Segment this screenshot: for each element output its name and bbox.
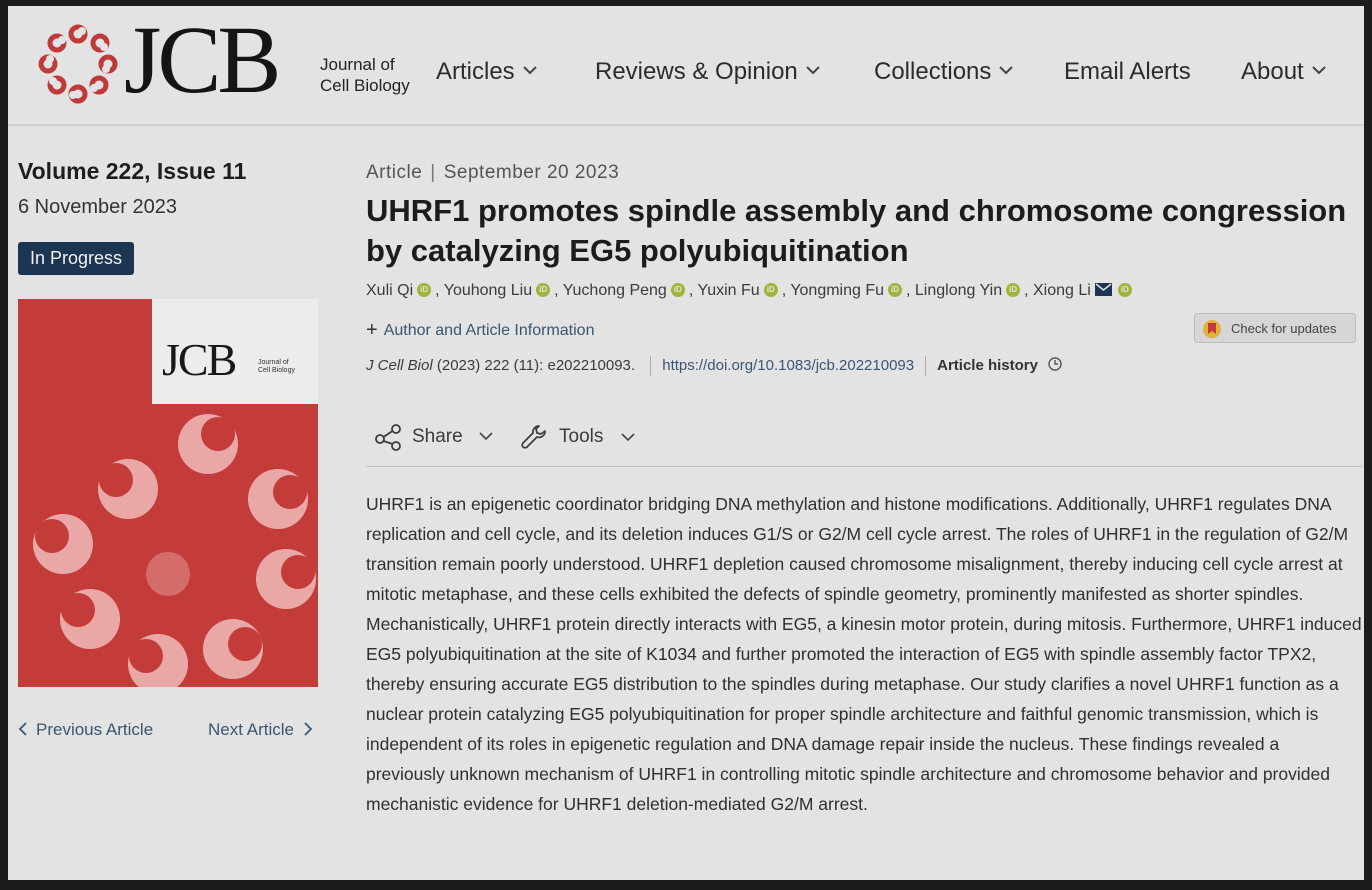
nav-reviews-label: Reviews & Opinion — [595, 58, 798, 85]
status-badge: In Progress — [18, 242, 134, 275]
article-title: UHRF1 promotes spindle assembly and chromosome congression by catalyzing EG5 polyubiquitination — [366, 193, 1347, 268]
orcid-icon[interactable]: iD — [888, 283, 902, 297]
author-link[interactable]: Xiong Li — [1032, 282, 1091, 299]
author-link[interactable]: Yuxin Fu — [697, 282, 760, 299]
citation-divider — [925, 356, 926, 376]
share-label: Share — [412, 426, 463, 447]
chevron-left-icon — [18, 722, 28, 736]
article-main — [366, 6, 1364, 880]
cover-rings-artwork — [18, 404, 318, 687]
nav-about-label: About — [1241, 58, 1304, 85]
section-divider — [366, 466, 1362, 467]
cover-subtitle-line2: Cell Biology — [258, 367, 295, 374]
orcid-icon[interactable]: iD — [764, 283, 778, 297]
orcid-icon[interactable]: iD — [1118, 283, 1132, 297]
author-link[interactable]: Linglong Yin — [914, 282, 1003, 299]
email-icon[interactable] — [1095, 283, 1112, 296]
author-article-info-toggle[interactable] — [366, 319, 594, 342]
history-clock-icon — [1047, 356, 1063, 372]
cover-subtitle-line1: Journal of — [258, 359, 289, 366]
doi-link[interactable]: https://doi.org/10.1083/jcb.202210093 — [662, 357, 915, 374]
next-article-link[interactable] — [208, 720, 313, 740]
cover-subtitle — [258, 359, 314, 375]
author-link[interactable]: Youhong Liu — [443, 282, 533, 299]
check-for-updates-button[interactable] — [1194, 313, 1356, 343]
article-publish-date: September 20 2023 — [443, 162, 620, 183]
logo-rings-icon — [36, 22, 120, 106]
meta-separator: | — [430, 162, 436, 183]
cover-masthead — [152, 299, 318, 404]
previous-article-link[interactable] — [18, 720, 153, 740]
nav-email-alerts-label: Email Alerts — [1064, 58, 1191, 85]
next-article-label: Next Article — [208, 720, 294, 739]
journal-page — [8, 6, 1364, 880]
author-list: Xuli Qi iD , Youhong Liu iD , Yuchong Peng iD , Yuxin Fu iD , Yongming Fu iD , Linglong Yin iD , Xiong Li iD — [366, 282, 1136, 300]
article-type: Article — [366, 162, 423, 183]
logo-subtitle-line2: Cell Biology — [320, 76, 410, 95]
article-history-label: Article history — [937, 357, 1038, 374]
orcid-icon[interactable]: iD — [417, 283, 431, 297]
previous-article-label: Previous Article — [36, 720, 154, 739]
tools-menu-button[interactable] — [519, 422, 635, 452]
orcid-icon[interactable]: iD — [671, 283, 685, 297]
author-link[interactable]: Yongming Fu — [790, 282, 885, 299]
issue-volume: Volume 222, Issue 11 — [18, 158, 247, 184]
issue-cover-image[interactable] — [18, 299, 318, 687]
chevron-right-icon — [303, 722, 313, 736]
article-abstract: UHRF1 is an epigenetic coordinator bridging DNA methylation and histone modifications. Additionally, UHRF1 regulates DNA replication and cell cycle, and its deletion induces G1/S or G2/M cell cycle arrest. The roles of UHRF1 in the regulation of G2/M transition remain poorly understood. UHRF1 depletion caused chromosome misalignment, thereby inducing cell cycle arrest at mitotic metaphase, and these cells exhibited the defects of spindle geometry, prominently manifested as shorter spindles. Mechanistically, UHRF1 protein directly interacts with EG5, a kinesin motor protein, during mitosis. Furthermore, UHRF1 induced EG5 polyubiquitination at the site of K1034 and further promoted the interaction of EG5 with spindle assembly factor TPX2, thereby ensuring accurate EG5 distribution to the spindles during metaphase. Our study clarifies a novel UHRF1 function as a nuclear protein catalyzing EG5 polyubiquitination for proper spindle architecture and faithful genomic transmission, which is independent of its roles in epigenetic regulation and DNA damage repair inside the nucleus. These findings revealed a previously unknown mechanism of UHRF1 in controlling mitotic spindle architecture and chromosome behavior and provided mechanistic evidence for UHRF1 deletion-mediated G2/M arrest. — [366, 494, 1362, 814]
orcid-icon[interactable]: iD — [1006, 283, 1020, 297]
nav-collections-label: Collections — [874, 58, 992, 85]
article-history-toggle[interactable] — [937, 357, 1063, 374]
article-meta — [366, 162, 619, 184]
citation-divider — [650, 356, 651, 376]
author-link[interactable]: Yuchong Peng — [562, 282, 667, 299]
citation-journal: J Cell Biol — [366, 357, 433, 374]
logo-subtitle-line1: Journal of — [320, 55, 395, 74]
issue-date: 6 November 2023 — [18, 196, 177, 218]
crossmark-icon — [1202, 319, 1222, 339]
cover-wordmark: JCB — [162, 334, 236, 385]
author-info-label: Author and Article Information — [383, 322, 595, 339]
author-link[interactable]: Xuli Qi — [366, 282, 414, 299]
citation-line — [366, 356, 1063, 376]
share-icon — [374, 423, 404, 451]
share-menu-button[interactable] — [374, 422, 493, 452]
tools-label: Tools — [559, 426, 604, 448]
logo-wordmark: JCB — [124, 6, 278, 113]
nav-articles-label: Articles — [436, 58, 515, 85]
chevron-down-icon — [479, 432, 493, 441]
chevron-down-icon — [621, 433, 635, 442]
check-updates-label: Check for updates — [1231, 321, 1337, 336]
citation-details: (2023) 222 (11): e202210093. — [436, 357, 636, 374]
orcid-icon[interactable]: iD — [536, 283, 550, 297]
wrench-icon — [519, 422, 549, 452]
plus-icon: + — [366, 319, 378, 341]
